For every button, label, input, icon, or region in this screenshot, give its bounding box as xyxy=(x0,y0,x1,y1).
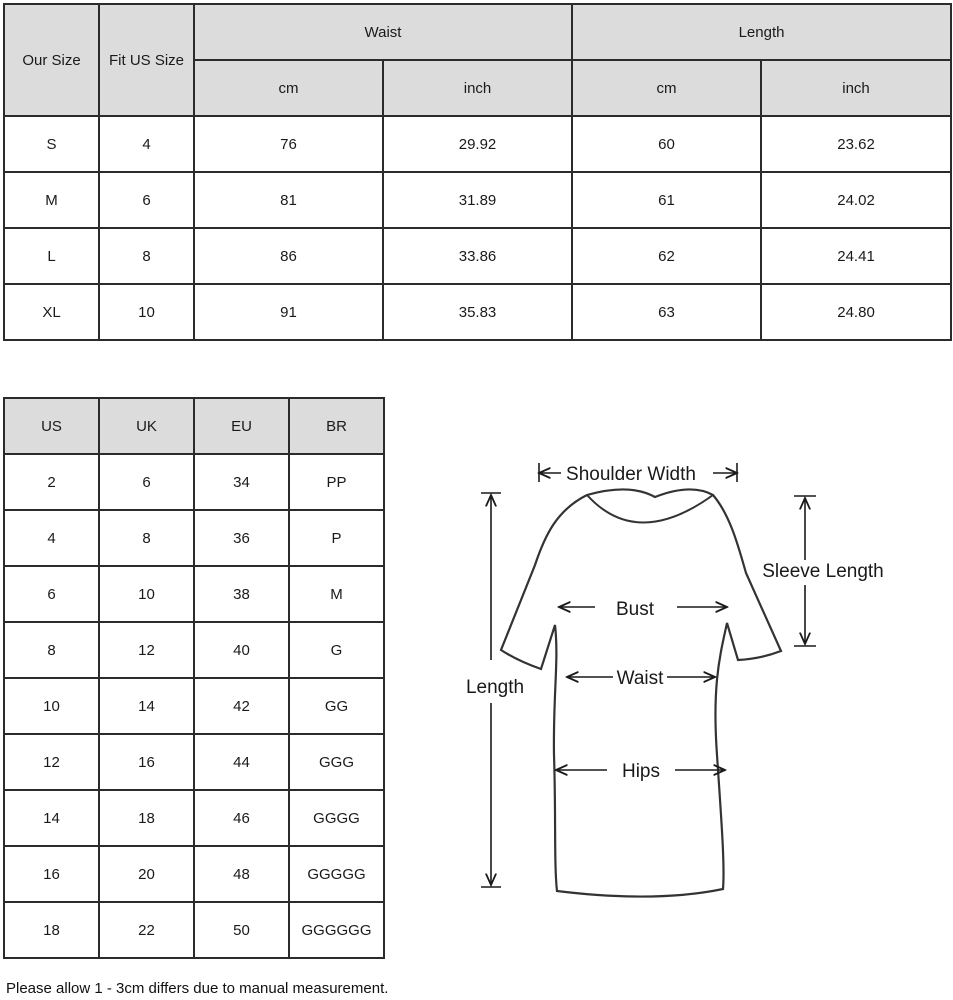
cell-us: 4 xyxy=(4,510,99,566)
header-us: US xyxy=(4,398,99,454)
cell-waist-cm: 81 xyxy=(194,172,383,228)
table-row xyxy=(4,284,951,340)
waist-label: Waist xyxy=(616,668,664,689)
cell-eu: 38 xyxy=(194,566,289,622)
cell-uk: 18 xyxy=(99,790,194,846)
cell-br: G xyxy=(289,622,384,678)
cell-eu: 46 xyxy=(194,790,289,846)
header-br: BR xyxy=(289,398,384,454)
shoulder-width-label: Shoulder Width xyxy=(566,464,696,485)
cell-us: 16 xyxy=(4,846,99,902)
hips-label: Hips xyxy=(621,761,661,782)
cell-uk: 20 xyxy=(99,846,194,902)
waist-measure xyxy=(567,668,715,689)
sleeve-length-measure xyxy=(762,496,884,646)
table-row xyxy=(4,510,384,566)
table-row xyxy=(4,116,951,172)
cell-br: P xyxy=(289,510,384,566)
table-row xyxy=(4,622,384,678)
cell-length-inch: 24.80 xyxy=(761,284,951,340)
table-row xyxy=(4,902,384,958)
cell-eu: 44 xyxy=(194,734,289,790)
cell-br: PP xyxy=(289,454,384,510)
cell-uk: 12 xyxy=(99,622,194,678)
cell-us-size: 8 xyxy=(99,228,194,284)
cell-br: GGGGG xyxy=(289,846,384,902)
cell-us: 12 xyxy=(4,734,99,790)
cell-eu: 34 xyxy=(194,454,289,510)
header-waist: Waist xyxy=(194,4,572,60)
cell-eu: 40 xyxy=(194,622,289,678)
cell-us-size: 6 xyxy=(99,172,194,228)
dress-measurement-diagram xyxy=(455,455,895,905)
header-waist-cm: cm xyxy=(194,60,383,116)
cell-uk: 16 xyxy=(99,734,194,790)
cell-br: GGG xyxy=(289,734,384,790)
cell-eu: 42 xyxy=(194,678,289,734)
cell-our-size: XL xyxy=(4,284,99,340)
table-row xyxy=(4,172,951,228)
table-row xyxy=(4,790,384,846)
cell-uk: 22 xyxy=(99,902,194,958)
cell-waist-cm: 76 xyxy=(194,116,383,172)
cell-length-inch: 24.41 xyxy=(761,228,951,284)
dress-neckline xyxy=(587,495,713,523)
cell-waist-inch: 33.86 xyxy=(383,228,572,284)
cell-us: 6 xyxy=(4,566,99,622)
size-conversion-table xyxy=(3,397,385,959)
cell-us: 8 xyxy=(4,622,99,678)
header-fit-us-size: Fit US Size xyxy=(99,4,194,116)
cell-length-inch: 24.02 xyxy=(761,172,951,228)
cell-us: 10 xyxy=(4,678,99,734)
cell-uk: 6 xyxy=(99,454,194,510)
size-chart-table xyxy=(3,3,952,341)
cell-length-cm: 62 xyxy=(572,228,761,284)
bust-measure xyxy=(559,599,727,620)
cell-us-size: 10 xyxy=(99,284,194,340)
header-length-inch: inch xyxy=(761,60,951,116)
cell-uk: 8 xyxy=(99,510,194,566)
length-label: Length xyxy=(465,677,525,698)
cell-length-cm: 60 xyxy=(572,116,761,172)
cell-br: GGGG xyxy=(289,790,384,846)
table-row xyxy=(4,566,384,622)
cell-waist-cm: 86 xyxy=(194,228,383,284)
cell-waist-cm: 91 xyxy=(194,284,383,340)
cell-uk: 14 xyxy=(99,678,194,734)
cell-length-inch: 23.62 xyxy=(761,116,951,172)
table-row xyxy=(4,734,384,790)
cell-br: M xyxy=(289,566,384,622)
table-row xyxy=(4,678,384,734)
header-length-cm: cm xyxy=(572,60,761,116)
cell-eu: 48 xyxy=(194,846,289,902)
header-eu: EU xyxy=(194,398,289,454)
cell-us-size: 4 xyxy=(99,116,194,172)
sleeve-length-label: Sleeve Length xyxy=(762,561,884,582)
table-row xyxy=(4,228,951,284)
cell-our-size: L xyxy=(4,228,99,284)
cell-us: 18 xyxy=(4,902,99,958)
header-uk: UK xyxy=(99,398,194,454)
cell-uk: 10 xyxy=(99,566,194,622)
cell-us: 14 xyxy=(4,790,99,846)
cell-length-cm: 61 xyxy=(572,172,761,228)
table-row xyxy=(4,454,384,510)
cell-waist-inch: 29.92 xyxy=(383,116,572,172)
measurement-note: Please allow 1 - 3cm differs due to manual measurement. xyxy=(6,980,389,997)
cell-us: 2 xyxy=(4,454,99,510)
cell-length-cm: 63 xyxy=(572,284,761,340)
header-waist-inch: inch xyxy=(383,60,572,116)
header-our-size: Our Size xyxy=(4,4,99,116)
header-length: Length xyxy=(572,4,951,60)
hips-measure xyxy=(556,761,725,782)
dress-outline xyxy=(501,489,781,896)
bust-label: Bust xyxy=(615,599,655,620)
length-measure xyxy=(466,493,524,887)
cell-waist-inch: 35.83 xyxy=(383,284,572,340)
table-row xyxy=(4,846,384,902)
cell-waist-inch: 31.89 xyxy=(383,172,572,228)
cell-br: GG xyxy=(289,678,384,734)
cell-our-size: M xyxy=(4,172,99,228)
cell-eu: 36 xyxy=(194,510,289,566)
cell-br: GGGGGG xyxy=(289,902,384,958)
shoulder-width-measure xyxy=(539,463,737,485)
cell-our-size: S xyxy=(4,116,99,172)
cell-eu: 50 xyxy=(194,902,289,958)
